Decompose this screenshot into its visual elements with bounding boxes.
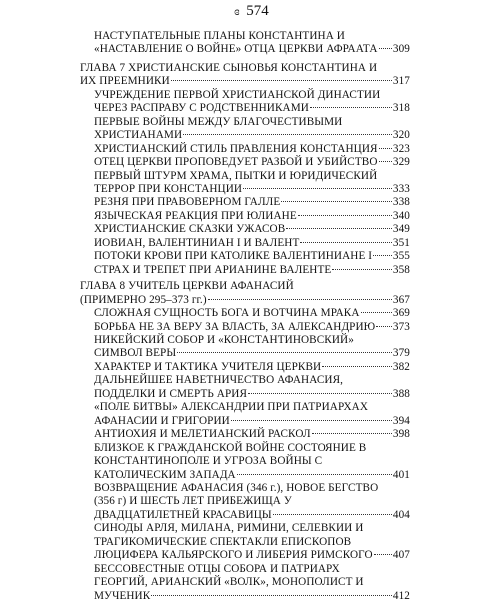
toc-line-text: ХАРАКТЕР И ТАКТИКА УЧИТЕЛЯ ЦЕРКВИ xyxy=(94,360,322,373)
toc-page-number: 309 xyxy=(392,43,410,56)
dot-leader xyxy=(243,188,392,189)
dot-leader xyxy=(374,554,392,555)
toc-line-text: БЕССОВЕСТНЫЕ ОТЦЫ СОБОРА И ПАТРИАРХ xyxy=(94,562,340,575)
toc-line-text: (356 г) И ШЕСТЬ ЛЕТ ПРИБЕЖИЩА У xyxy=(94,495,292,508)
toc-page-number: 318 xyxy=(392,102,410,115)
toc-line xyxy=(94,549,410,562)
toc-page-number: 394 xyxy=(392,414,410,427)
dot-leader xyxy=(361,312,392,313)
toc-line xyxy=(94,223,410,236)
toc-line-text: «НАСТАВЛЕНИЕ О ВОЙНЕ» ОТЦА ЦЕРКВИ АФРААТА xyxy=(94,43,378,56)
toc-entry[interactable] xyxy=(94,250,410,263)
toc-line-text: КОНСТАНТИНОПОЛЕ И УГРОЗА ВОЙНЫ С xyxy=(94,455,323,468)
toc-entry[interactable] xyxy=(94,482,410,522)
page-header xyxy=(0,2,500,20)
toc-page-number: 367 xyxy=(392,293,410,306)
toc-page-number: 369 xyxy=(392,307,410,320)
toc-line xyxy=(94,102,410,115)
dot-leader xyxy=(177,352,392,353)
toc-line xyxy=(94,455,410,468)
toc-page-number: 320 xyxy=(392,129,410,142)
toc-page-number: 351 xyxy=(392,236,410,249)
toc-line xyxy=(94,388,410,401)
toc-line-text: ГЛАВА 7 ХРИСТИАНСКИЕ СЫНОВЬЯ КОНСТАНТИНА И xyxy=(80,61,378,74)
toc-line-text: ПОТОКИ КРОВИ ПРИ КАТОЛИКЕ ВАЛЕНТИНИАНЕ I xyxy=(94,250,373,263)
toc-line-text: ЯЗЫЧЕСКАЯ РЕАКЦИЯ ПРИ ЮЛИАНЕ xyxy=(94,209,297,222)
dot-leader xyxy=(379,148,392,149)
toc-line xyxy=(94,576,410,589)
toc-line xyxy=(94,563,410,576)
toc-line-text: ОТЕЦ ЦЕРКВИ ПРОПОВЕДУЕТ РАЗБОЙ И УБИЙСТВО xyxy=(94,156,378,169)
toc-line-text: ВОЗВРАЩЕНИЕ АФАНАСИЯ (346 г.), НОВОЕ БЕГСТВО xyxy=(94,481,379,494)
toc-page-number: 401 xyxy=(392,468,410,481)
toc-line-text: МУЧЕНИК xyxy=(94,589,151,602)
toc-line-text: УЧРЕЖДЕНИЕ ПЕРВОЙ ХРИСТИАНСКОЙ ДИНАСТИИ xyxy=(94,88,381,101)
toc-page-number: 323 xyxy=(392,142,410,155)
toc-line-text: АНТИОХИЯ И МЕЛЕТИАНСКИЙ РАСКОЛ xyxy=(94,428,311,441)
toc-line xyxy=(80,75,410,88)
toc-line xyxy=(94,30,410,43)
toc-line-text: НИКЕЙСКИЙ СОБОР И «КОНСТАНТИНОВСКИЙ» xyxy=(94,333,354,346)
toc-line xyxy=(94,522,410,535)
dot-leader xyxy=(208,299,392,300)
page-number: 574 xyxy=(246,3,269,19)
dot-leader xyxy=(332,269,392,270)
toc-entry[interactable] xyxy=(94,361,410,374)
dot-leader xyxy=(281,201,392,202)
dot-leader xyxy=(312,433,392,434)
toc-line-text: СИМВОЛ ВЕРЫ xyxy=(94,347,177,360)
toc-line-text: ХРИСТИАНСКИЕ СКАЗКИ УЖАСОВ xyxy=(94,223,286,236)
toc-line-text: ХРИСТИАНАМИ xyxy=(94,129,183,142)
toc-entry[interactable] xyxy=(94,401,410,428)
toc-line-text: БЛИЗКОЕ К ГРАЖДАНСКОЙ ВОЙНЕ СОСТОЯНИЕ В xyxy=(94,441,367,454)
toc-page-number: 340 xyxy=(392,209,410,222)
toc-page-number: 317 xyxy=(392,75,410,88)
toc-line-text: СЛОЖНАЯ СУЩНОСТЬ БОГА И ВОТЧИНА МРАКА xyxy=(94,307,360,320)
toc-page-number: 404 xyxy=(392,508,410,521)
toc-line xyxy=(94,264,410,277)
toc-entry[interactable] xyxy=(94,116,410,143)
dot-leader xyxy=(298,215,392,216)
dot-leader xyxy=(310,107,392,108)
toc-chapter[interactable] xyxy=(80,62,410,89)
toc-line-text: СИНОДЫ АРЛЯ, МИЛАНА, РИМИНИ, СЕЛЕВКИИ И xyxy=(94,522,364,535)
toc-page-number: 412 xyxy=(392,589,410,602)
toc-entry[interactable] xyxy=(94,522,410,562)
toc-line xyxy=(94,237,410,250)
toc-line xyxy=(94,361,410,374)
toc-line-text: (ПРИМЕРНО 295–373 гг.) xyxy=(80,293,207,306)
toc-entry[interactable] xyxy=(94,210,410,223)
dot-leader xyxy=(286,228,392,229)
toc-line xyxy=(94,590,410,603)
toc-page-number: 329 xyxy=(392,156,410,169)
toc-line-text: СТРАХ И ТРЕПЕТ ПРИ АРИАНИНЕ ВАЛЕНТЕ xyxy=(94,263,332,276)
toc-page-number: 358 xyxy=(392,263,410,276)
toc-line xyxy=(80,294,410,307)
toc-entry[interactable] xyxy=(94,563,410,603)
toc-line xyxy=(94,509,410,522)
toc-line xyxy=(94,415,410,428)
toc-entry[interactable] xyxy=(94,307,410,320)
toc-entry[interactable] xyxy=(94,264,410,277)
dot-leader xyxy=(171,80,392,81)
toc-line xyxy=(94,250,410,263)
toc-page-number: 349 xyxy=(392,223,410,236)
toc-line xyxy=(94,116,410,129)
toc-line-text: ИХ ПРЕЕМНИКИ xyxy=(80,75,170,88)
toc-line-text: АФАНАСИИ И ГРИГОРИИ xyxy=(94,414,230,427)
toc-line xyxy=(94,156,410,169)
toc-entry[interactable] xyxy=(94,334,410,361)
toc-entry[interactable] xyxy=(94,321,410,334)
toc-entry[interactable] xyxy=(94,442,410,482)
toc-line xyxy=(94,442,410,455)
dot-leader xyxy=(379,161,392,162)
toc-entry[interactable] xyxy=(94,143,410,156)
toc-entry[interactable] xyxy=(94,89,410,116)
toc-line xyxy=(94,374,410,387)
toc-line-text: БОРЬБА НЕ ЗА ВЕРУ ЗА ВЛАСТЬ, ЗА АЛЕКСАНДРИЮ xyxy=(94,320,376,333)
toc-page-number: 388 xyxy=(392,387,410,400)
toc-line xyxy=(94,536,410,549)
toc-line-text: ГЕОРГИЙ, АРИАНСКИЙ «ВОЛК», МОНОПОЛИСТ И xyxy=(94,576,364,589)
toc-page-number: 379 xyxy=(392,347,410,360)
toc-line xyxy=(94,143,410,156)
toc-line xyxy=(80,280,410,293)
dot-leader xyxy=(376,326,392,327)
toc-line xyxy=(94,210,410,223)
dot-leader xyxy=(322,366,392,367)
toc-page-number: 398 xyxy=(392,428,410,441)
dot-leader xyxy=(248,393,392,394)
toc-entry[interactable] xyxy=(94,30,410,57)
toc-line xyxy=(94,495,410,508)
toc-line xyxy=(94,428,410,441)
dot-leader xyxy=(231,420,392,421)
toc-entry[interactable] xyxy=(94,237,410,250)
toc-entry[interactable] xyxy=(94,223,410,236)
toc-line-text: РЕЗНЯ ПРИ ПРАВОВЕРНОМ ГАЛЛЕ xyxy=(94,196,281,209)
toc-line xyxy=(94,347,410,360)
toc-line-text: ЛЮЦИФЕРА КАЛЬЯРСКОГО И ЛИБЕРИЯ РИМСКОГО xyxy=(94,549,373,562)
toc-line-text: ИОВИАН, ВАЛЕНТИНИАН I И ВАЛЕНТ xyxy=(94,236,300,249)
toc-page-number: 407 xyxy=(392,549,410,562)
toc-page-number: 373 xyxy=(392,320,410,333)
toc-line xyxy=(94,196,410,209)
toc-line xyxy=(94,183,410,196)
toc-page-number: 382 xyxy=(392,360,410,373)
toc-entry[interactable] xyxy=(94,170,410,197)
dot-leader xyxy=(151,595,392,596)
toc-line xyxy=(94,43,410,56)
toc-line-text: ПЕРВЫЕ ВОЙНЫ МЕЖДУ БЛАГОЧЕСТИВЫМИ xyxy=(94,115,343,128)
toc-line xyxy=(80,62,410,75)
toc-line xyxy=(94,321,410,334)
ornament-left-icon: ɞ xyxy=(234,4,240,18)
dot-leader xyxy=(237,474,392,475)
toc-line xyxy=(94,469,410,482)
toc-line-text: ПОДДЕЛКИ И СМЕРТЬ АРИЯ xyxy=(94,387,248,400)
toc-entry[interactable] xyxy=(94,428,410,441)
toc-line-text: ДАЛЬНЕЙШЕЕ НАВЕТНИЧЕСТВО АФАНАСИЯ, xyxy=(94,374,344,387)
toc-line xyxy=(94,170,410,183)
toc-line-text: ТЕРРОР ПРИ КОНСТАНЦИИ xyxy=(94,182,243,195)
dot-leader xyxy=(300,242,392,243)
toc-line xyxy=(94,129,410,142)
toc-line-text: КАТОЛИЧЕСКИМ ЗАПАДА xyxy=(94,468,236,481)
toc-chapter[interactable] xyxy=(80,280,410,307)
toc-line-text: ГЛАВА 8 УЧИТЕЛЬ ЦЕРКВИ АФАНАСИЙ xyxy=(80,280,294,293)
toc-line-text: ТРАГИКОМИЧЕСКИЕ СПЕКТАКЛИ ЕПИСКОПОВ xyxy=(94,535,352,548)
toc-line-text: ДВАДЦАТИЛЕТНЕЙ КРАСАВИЦЫ xyxy=(94,508,272,521)
toc-entry[interactable] xyxy=(94,196,410,209)
toc-line xyxy=(94,334,410,347)
dot-leader xyxy=(373,255,392,256)
toc-entry[interactable] xyxy=(94,374,410,401)
toc-line-text: ХРИСТИАНСКИЙ СТИЛЬ ПРАВЛЕНИЯ КОНСТАНЦИЯ xyxy=(94,142,378,155)
dot-leader xyxy=(183,134,392,135)
toc-line xyxy=(94,482,410,495)
toc-line xyxy=(94,401,410,414)
toc-line-text: НАСТУПАТЕЛЬНЫЕ ПЛАНЫ КОНСТАНТИНА И xyxy=(94,30,345,42)
toc-entry[interactable] xyxy=(94,156,410,169)
toc-page-number: 338 xyxy=(392,196,410,209)
toc-line-text: ПЕРВЫЙ ШТУРМ ХРАМА, ПЫТКИ И ЮРИДИЧЕСКИЙ xyxy=(94,169,378,182)
dot-leader xyxy=(379,48,392,49)
toc-line-text: «ПОЛЕ БИТВЫ» АЛЕКСАНДРИИ ПРИ ПАТРИАРХАХ xyxy=(94,401,369,414)
toc-line-text: ЧЕРЕЗ РАСПРАВУ С РОДСТВЕННИКАМИ xyxy=(94,102,309,115)
toc-line xyxy=(94,307,410,320)
dot-leader xyxy=(273,514,392,515)
toc-page-number: 355 xyxy=(392,250,410,263)
toc-line xyxy=(94,89,410,102)
table-of-contents xyxy=(80,30,410,603)
toc-page-number: 333 xyxy=(392,182,410,195)
